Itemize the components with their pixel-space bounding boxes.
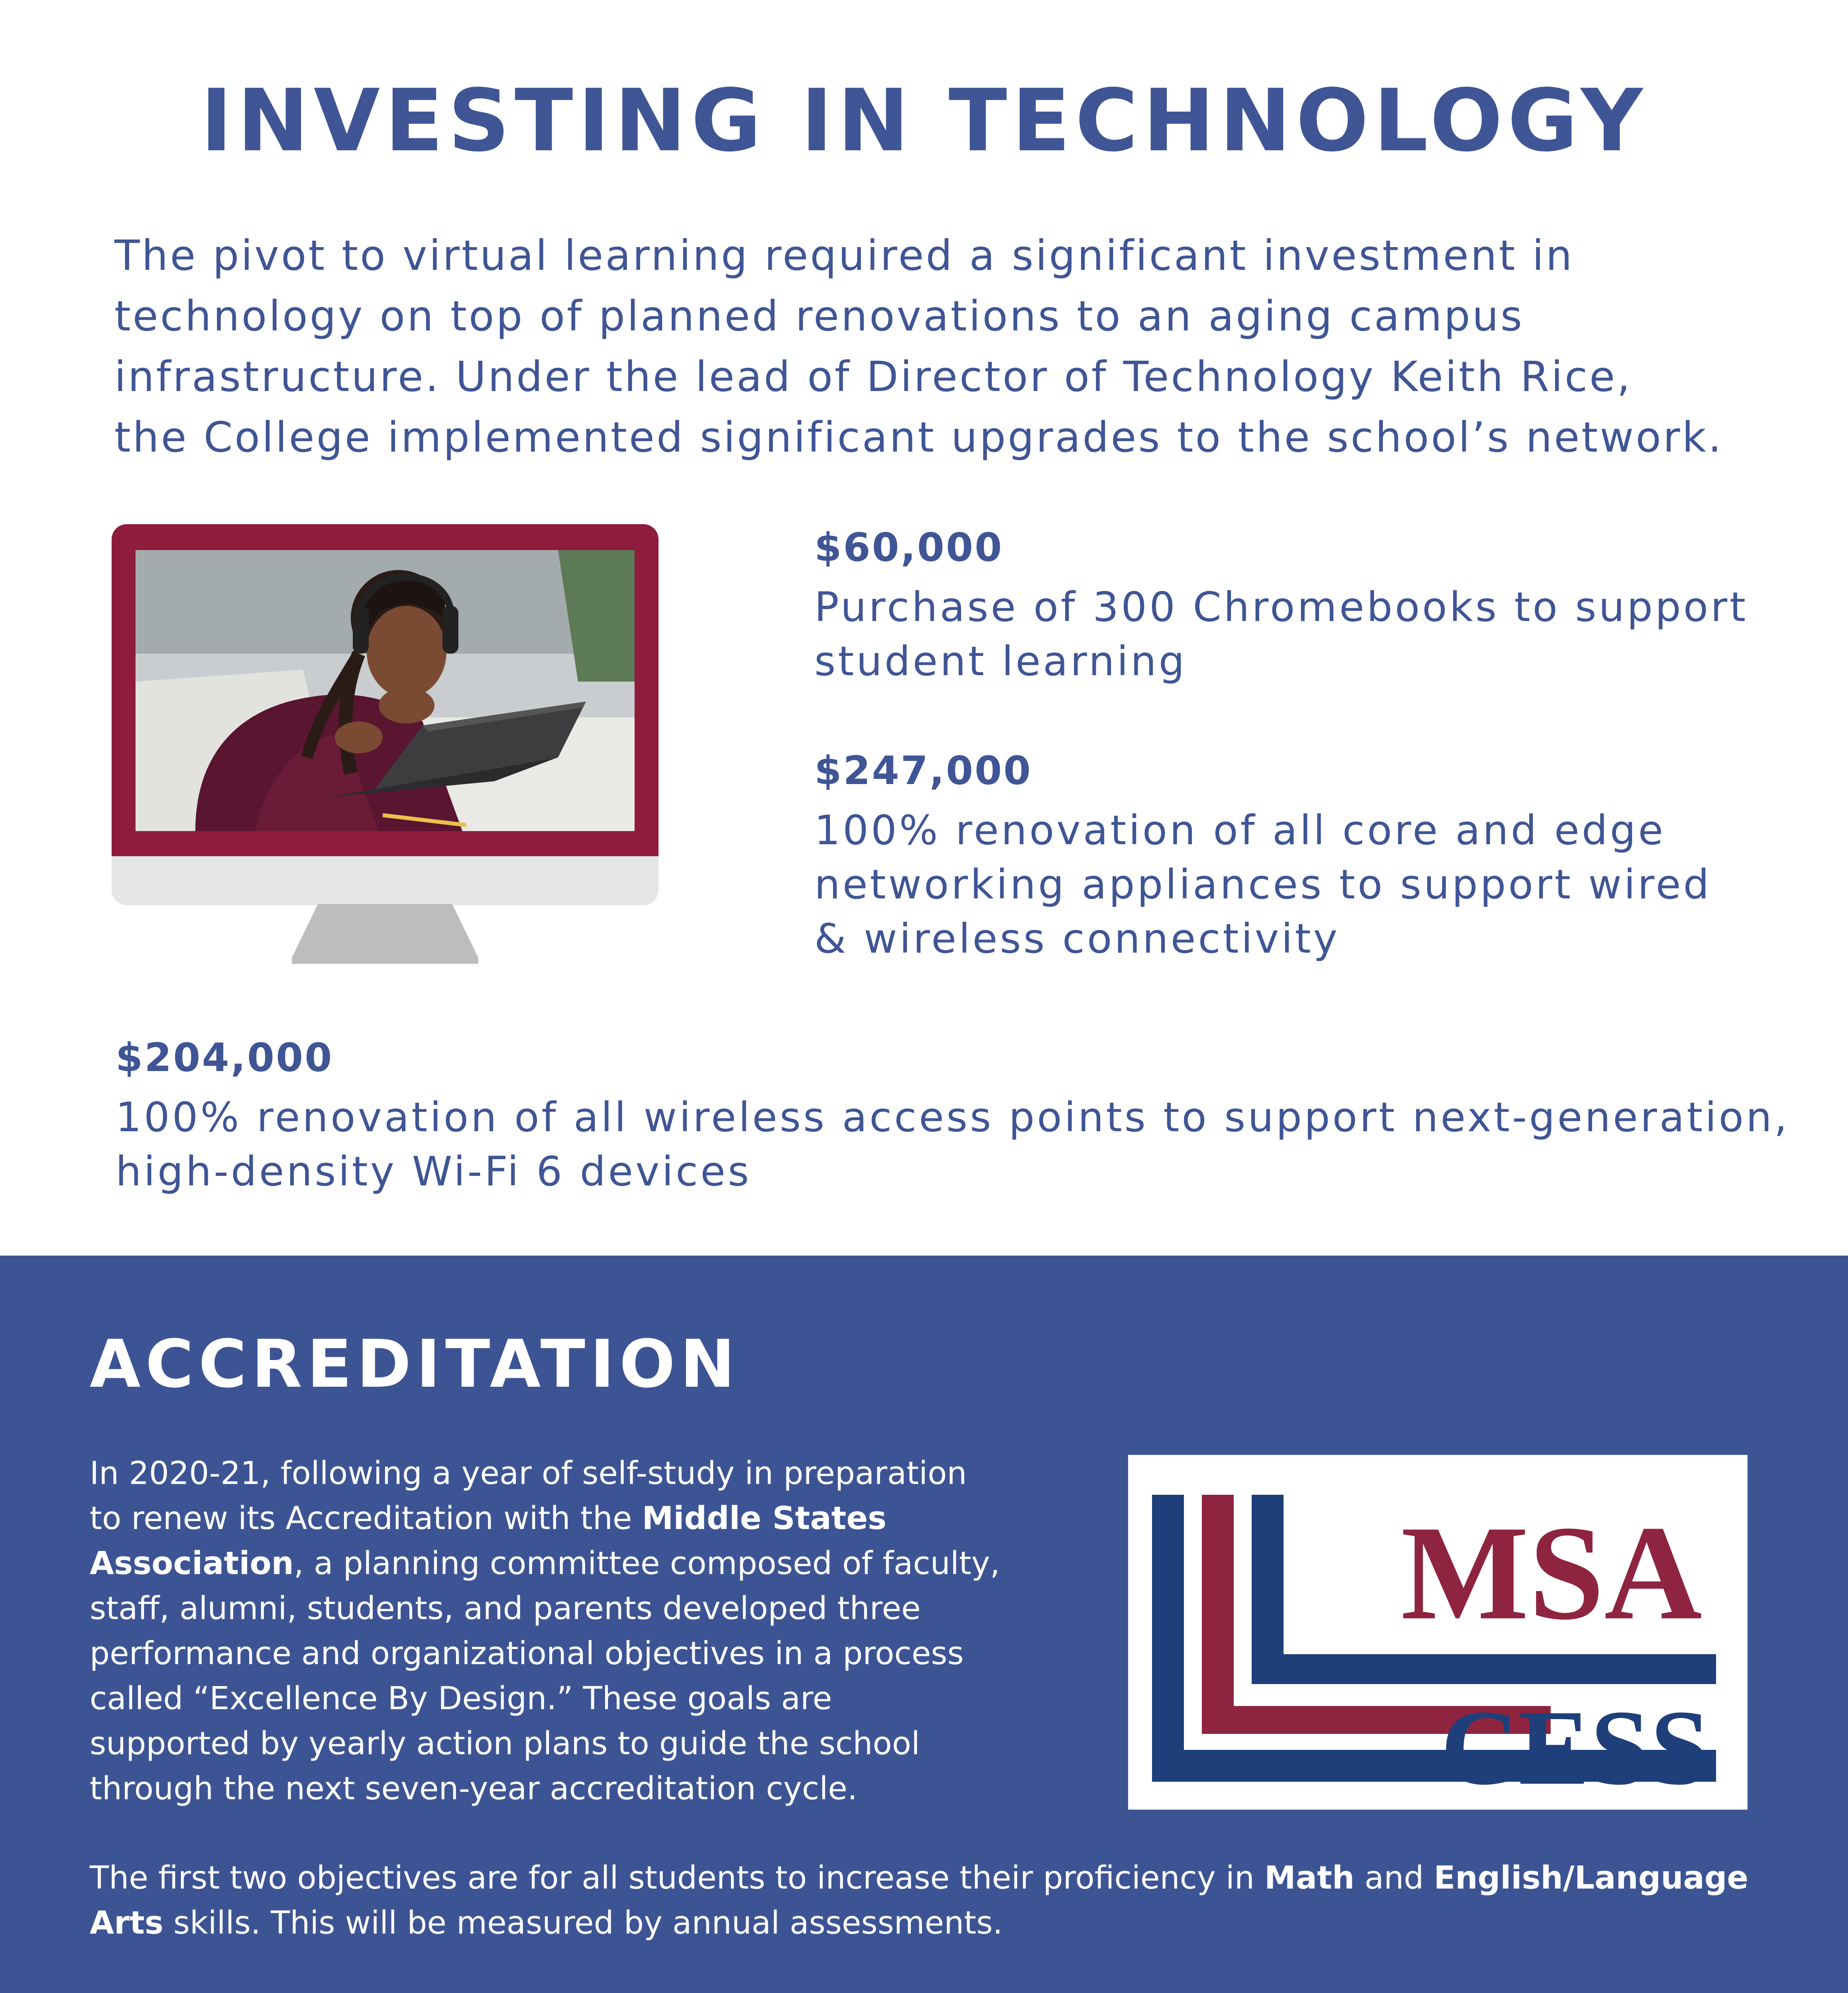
amount-wireless: $204,000 xyxy=(116,1035,334,1081)
msa-cess-logo-mark xyxy=(1128,1455,1748,1810)
intro-line: infrastructure. Under the lead of Director of Technology Keith Rice, xyxy=(114,352,1632,401)
student-laptop-photo xyxy=(136,550,635,831)
msa-cess-logo xyxy=(1128,1455,1748,1810)
description-line: student learning xyxy=(814,638,1187,685)
description-line: high-density Wi-Fi 6 devices xyxy=(116,1148,751,1195)
paragraph-line xyxy=(90,1541,1000,1586)
technology-title: INVESTING IN TECHNOLOGY xyxy=(200,71,1648,171)
description-line: Purchase of 300 Chromebooks to support xyxy=(814,584,1748,631)
description-line: 100% renovation of all core and edge xyxy=(814,807,1666,854)
text-run: to renew its Accreditation with the xyxy=(90,1500,642,1537)
description-line: & wireless connectivity xyxy=(814,915,1340,963)
paragraph-line: performance and organizational objectives in a process xyxy=(90,1635,964,1672)
text-run: skills. This will be measured by annual assessments. xyxy=(163,1905,1003,1941)
monitor-chin xyxy=(112,856,659,905)
accreditation-paragraph-1 xyxy=(90,1451,1000,1811)
bold-text: Arts xyxy=(90,1905,163,1941)
description-line: 100% renovation of all wireless access points to support next-generation, xyxy=(116,1094,1790,1141)
description-chromebooks xyxy=(814,580,1748,689)
monitor-stand xyxy=(292,904,478,964)
accreditation-paragraph-2 xyxy=(90,1855,1748,1946)
intro-line: The pivot to virtual learning required a significant investment in xyxy=(114,231,1574,280)
paragraph-line xyxy=(90,1855,1748,1901)
description-line: networking appliances to support wired xyxy=(814,861,1712,908)
paragraph-line xyxy=(90,1496,1000,1541)
accreditation-title: ACCREDITATION xyxy=(90,1326,740,1402)
paragraph-line: called “Excellence By Design.” These goals are xyxy=(90,1680,832,1717)
amount-networking: $247,000 xyxy=(814,748,1032,794)
intro-line: technology on top of planned renovations to an aging campus xyxy=(114,292,1524,340)
bold-text: Association xyxy=(90,1545,294,1582)
amount-chromebooks: $60,000 xyxy=(814,525,1004,570)
technology-intro xyxy=(114,225,1749,468)
bold-text: Math xyxy=(1264,1859,1355,1896)
text-run: and xyxy=(1354,1859,1434,1896)
paragraph-line: staff, alumni, students, and parents developed three xyxy=(90,1590,921,1627)
description-wireless xyxy=(116,1091,1789,1199)
description-networking xyxy=(814,804,1711,966)
bold-text: Middle States xyxy=(642,1500,887,1537)
paragraph-line: supported by yearly action plans to guide the school xyxy=(90,1725,920,1762)
text-run: , a planning committee composed of faculty, xyxy=(294,1545,1000,1582)
student-laptop-illustration xyxy=(136,550,635,831)
paragraph-line: through the next seven-year accreditation cycle. xyxy=(90,1770,857,1807)
bold-text: English/Language xyxy=(1433,1859,1748,1896)
logo-text-cess: CESS xyxy=(1441,1688,1710,1807)
intro-line: the College implemented significant upgrades to the school’s network. xyxy=(114,413,1724,462)
logo-text-msa: MSA xyxy=(1401,1498,1702,1648)
paragraph-line xyxy=(90,1901,1748,1946)
paragraph-line: In 2020-21, following a year of self-study in preparation xyxy=(90,1455,967,1492)
text-run: The first two objectives are for all students to increase their proficiency in xyxy=(90,1859,1265,1896)
